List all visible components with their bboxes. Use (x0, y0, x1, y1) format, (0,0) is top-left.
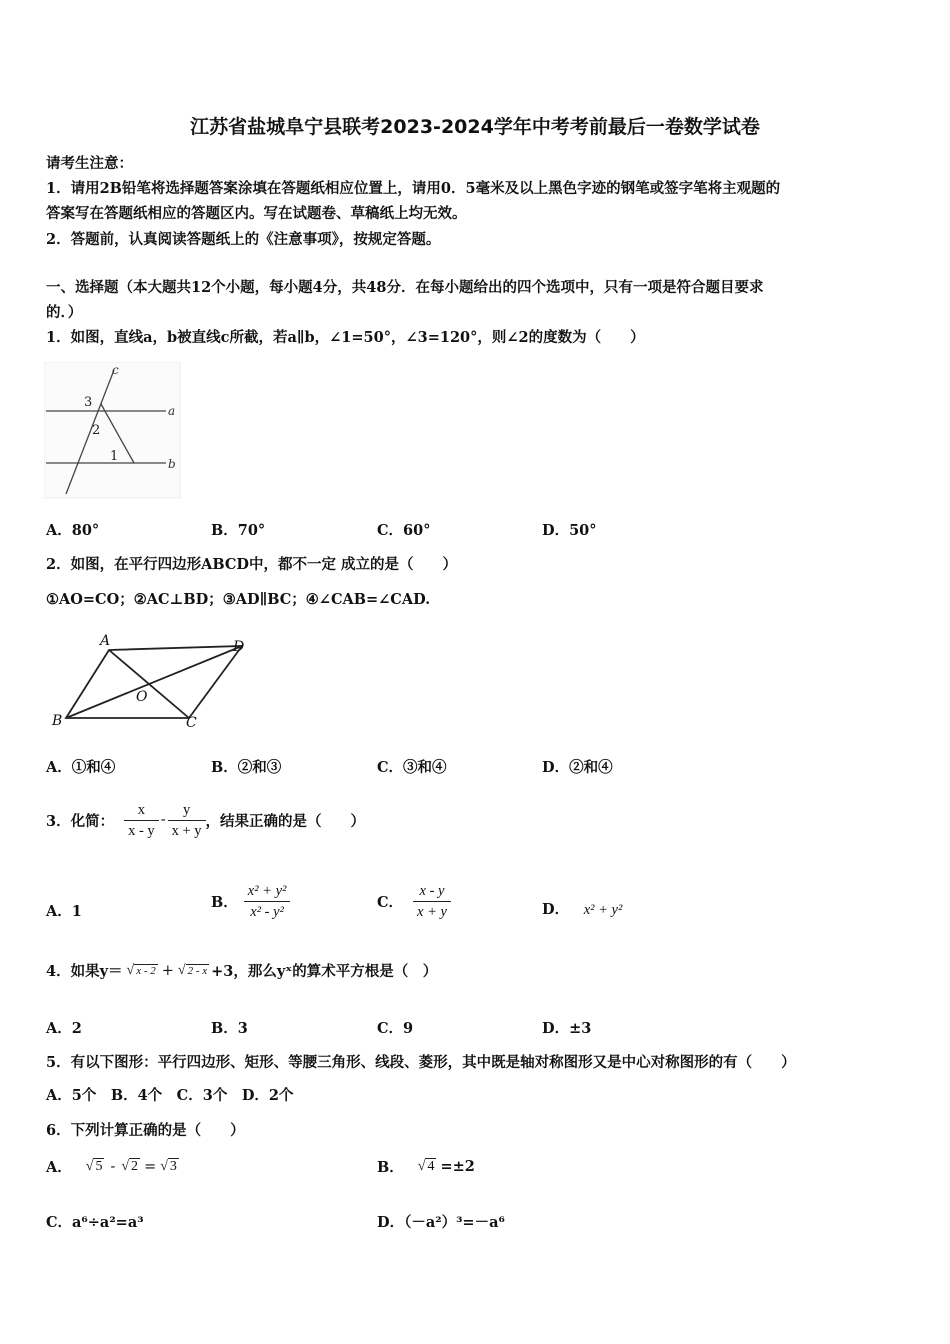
vertex-d-label: D (233, 639, 245, 655)
question-1-figure (44, 362, 182, 500)
vertex-a-label: A (100, 633, 111, 649)
q3-f2-den: x + y (171, 822, 202, 839)
question-3-stem (46, 794, 365, 846)
q3-option-d[interactable] (542, 898, 622, 919)
q2-option-b[interactable]: B．②和③ (211, 759, 282, 776)
q2-option-a[interactable]: A．①和④ (46, 759, 116, 776)
q6-option-d[interactable]: D．（－a²）³=－a⁶ (377, 1214, 505, 1231)
question-1-stem: 1．如图，直线a，b被直线c所截，若a∥b，∠1=50°，∠3=120°，则∠2的度数为（ ） (46, 329, 645, 346)
q3-option-b-num: x² + y² (244, 881, 291, 902)
q4-option-a[interactable]: A．2 (46, 1020, 82, 1037)
q6-a-radicand-1: 5 (95, 1158, 103, 1174)
q1-option-c[interactable]: C．60° (377, 522, 431, 539)
q6-b-sqrt: √ 4 (417, 1158, 435, 1174)
q3-option-b-fraction (244, 881, 291, 922)
q4-radicand-1: x - 2 (136, 964, 156, 977)
page-title: 江苏省盐城阜宁县联考2023-2024学年中考考前最后一卷数学试卷 (190, 116, 760, 138)
angle-3-label: 3 (84, 395, 93, 410)
q4-option-c[interactable]: C．9 (377, 1020, 414, 1037)
angle-2-label: 2 (92, 423, 101, 438)
q6-a-radicand-2: 2 (131, 1158, 139, 1174)
vertex-b-label: B (52, 713, 63, 729)
q3-option-c-num: x - y (413, 881, 451, 902)
q6-a-minus: - (110, 1158, 116, 1175)
q3-f1-num: x (124, 800, 159, 821)
q4-radicand-2: 2 - x (187, 964, 208, 977)
q3-prefix: 3．化简： (46, 812, 115, 830)
q2-option-d[interactable]: D．②和④ (542, 759, 613, 776)
notice-line-2: 2．答题前，认真阅读答题纸上的《注意事项》，按规定答题。 (46, 231, 441, 248)
q4-option-d[interactable]: D．±3 (542, 1020, 592, 1037)
q4-option-b[interactable]: B．3 (211, 1020, 248, 1037)
q6-a-radicand-3: 3 (169, 1158, 177, 1174)
notice-heading: 请考生注意： (46, 155, 133, 172)
question-5-stem: 5．有以下图形：平行四边形、矩形、等腰三角形、线段、菱形，其中既是轴对称图形又是中心对称图形的有（ ） (46, 1054, 796, 1071)
center-o-label: O (136, 689, 148, 705)
q3-option-c-label: C． (377, 893, 404, 911)
question-6-stem: 6．下列计算正确的是（ ） (46, 1122, 245, 1139)
q3-option-b-label: B． (211, 893, 238, 911)
q6-option-c[interactable]: C．a⁶÷a²=a³ (46, 1214, 144, 1231)
q1-option-b[interactable]: B．70° (211, 522, 266, 539)
angle-1-label: 1 (110, 449, 119, 464)
q3-fraction-2 (168, 800, 206, 841)
question-2-figure (44, 630, 254, 734)
q3-option-d-expr: x² + y² (583, 902, 623, 918)
q6-b-radicand: 4 (427, 1158, 435, 1174)
line-c-label: c (112, 363, 119, 377)
q6-a-sqrt-3: √ 3 (160, 1158, 177, 1174)
q3-suffix: ，结果正确的是（ ） (205, 812, 366, 830)
q3-option-b-den: x² - y² (250, 903, 284, 920)
q6-option-a[interactable] (46, 1156, 179, 1177)
section-heading: 一、选择题（本大题共12个小题，每小题4分，共48分．在每小题给出的四个选项中，只有一项是符合题目要求 (46, 279, 764, 296)
q6-a-sqrt-2: √ 2 (121, 1158, 139, 1174)
q3-option-c[interactable] (377, 876, 451, 926)
q3-f1-den: x - y (128, 822, 155, 839)
line-a-label: a (168, 404, 176, 418)
q2-option-c[interactable]: C．③和④ (377, 759, 447, 776)
q4-sqrt-1: √ x - 2 (126, 962, 156, 978)
q6-option-a-label: A． (46, 1159, 72, 1176)
question-4-stem (46, 960, 437, 981)
q6-a-sqrt-1: √ 5 (85, 1158, 103, 1174)
q4-sqrt-2: √ 2 - x (177, 962, 208, 978)
question-2-statements: ①AO=CO；②AC⊥BD；③AD∥BC；④∠CAB=∠CAD. (46, 591, 431, 608)
q3-fraction-1 (124, 800, 159, 841)
q5-options[interactable]: A．5个 B．4个 C．3个 D．2个 (46, 1087, 294, 1104)
notice-line-1a: 1．请用2B铅笔将选择题答案涂填在答题纸相应位置上，请用0．5毫米及以上黑色字迹的钢笔或签字笔将主观题的 (46, 180, 781, 197)
q1-option-a[interactable]: A．80° (46, 522, 100, 539)
q6-b-rest: =±2 (440, 1158, 475, 1175)
q3-option-c-den: x + y (417, 903, 447, 920)
line-b-label: b (168, 457, 176, 471)
q3-option-a[interactable]: A．1 (46, 903, 82, 920)
q3-option-d-label: D． (542, 901, 570, 918)
q6-option-b[interactable] (377, 1156, 475, 1177)
q6-option-b-label: B． (377, 1159, 404, 1176)
section-heading-cont: 的．） (46, 304, 83, 321)
q3-f2-num: y (168, 800, 206, 821)
q4-prefix: 4．如果y＝ (46, 963, 123, 980)
q6-a-equals: = (144, 1158, 157, 1175)
q1-option-d[interactable]: D．50° (542, 522, 597, 539)
q3-option-c-fraction (413, 881, 451, 922)
vertex-c-label: C (186, 715, 197, 731)
q4-suffix: +3，那么yˣ的算术平方根是（ ） (211, 963, 438, 980)
notice-line-1b: 答案写在答题纸相应的答题区内。写在试题卷、草稿纸上均无效。 (46, 205, 467, 222)
q4-plus: + (161, 962, 174, 979)
question-2-stem: 2．如图，在平行四边形ABCD中，都不一定 成立的是（ ） (46, 556, 458, 573)
q3-option-b[interactable] (211, 876, 290, 926)
q3-minus: - (160, 812, 166, 828)
